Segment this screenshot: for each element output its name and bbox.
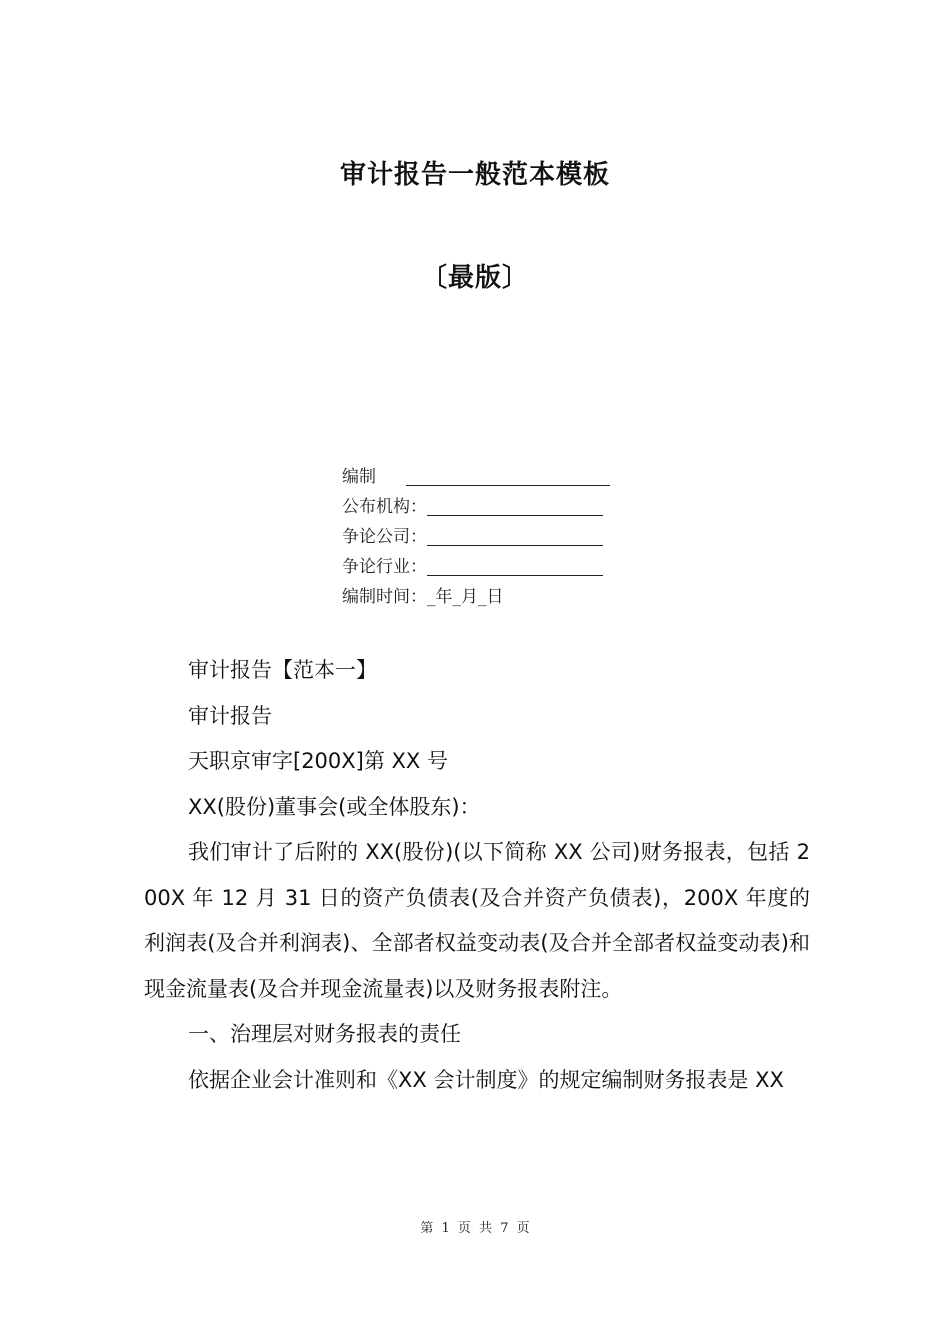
report-number: 天职京审字[200X]第 XX 号 xyxy=(188,749,448,773)
section-heading-responsibility: 一、治理层对财务报表的责任 xyxy=(188,1022,461,1046)
industry-blank-line xyxy=(427,555,603,576)
audit-scope-paragraph: 我们审计了后附的 XX(股份)(以下简称 XX 公司)财务报表，包括 200X 年 12 月 31 日的资产负债表(及合并资产负债表)，200X 年度的利润表(及合并利润表)、全部者权益变动表(及合并全部者权益变动表)和现金流量表(及合并现金流量表)以及财务报表附注。 xyxy=(144,840,810,1001)
addressee: XX(股份)董事会(或全体股东)： xyxy=(188,794,481,819)
responsibility-paragraph: 依据企业会计准则和《XX 会计制度》的规定编制财务报表是 XX xyxy=(188,1067,784,1092)
company-label: 争论公司： xyxy=(342,527,427,547)
company-row xyxy=(342,518,610,548)
section-heading-sample: 审计报告【范本一】 xyxy=(188,658,377,682)
compiler-row xyxy=(342,458,610,488)
publisher-blank-line xyxy=(427,495,603,516)
compiler-label: 编制 xyxy=(342,467,376,487)
company-blank-line xyxy=(427,525,603,546)
industry-label: 争论行业： xyxy=(342,557,427,577)
date-row xyxy=(342,578,610,608)
publisher-row xyxy=(342,488,610,518)
publisher-label: 公布机构： xyxy=(342,497,427,517)
document-title: 审计报告一般范本模板 xyxy=(339,160,610,190)
page-footer: 第 1 页 共 7 页 xyxy=(420,1221,530,1236)
date-line: 编制时间：_年_月_日 xyxy=(342,587,504,607)
industry-row xyxy=(342,548,610,578)
metadata-block xyxy=(342,458,610,608)
document-body xyxy=(144,648,810,1103)
document-subtitle: 〔最版〕 xyxy=(420,263,529,293)
compiler-blank-line xyxy=(406,465,610,486)
report-heading: 审计报告 xyxy=(188,703,272,728)
